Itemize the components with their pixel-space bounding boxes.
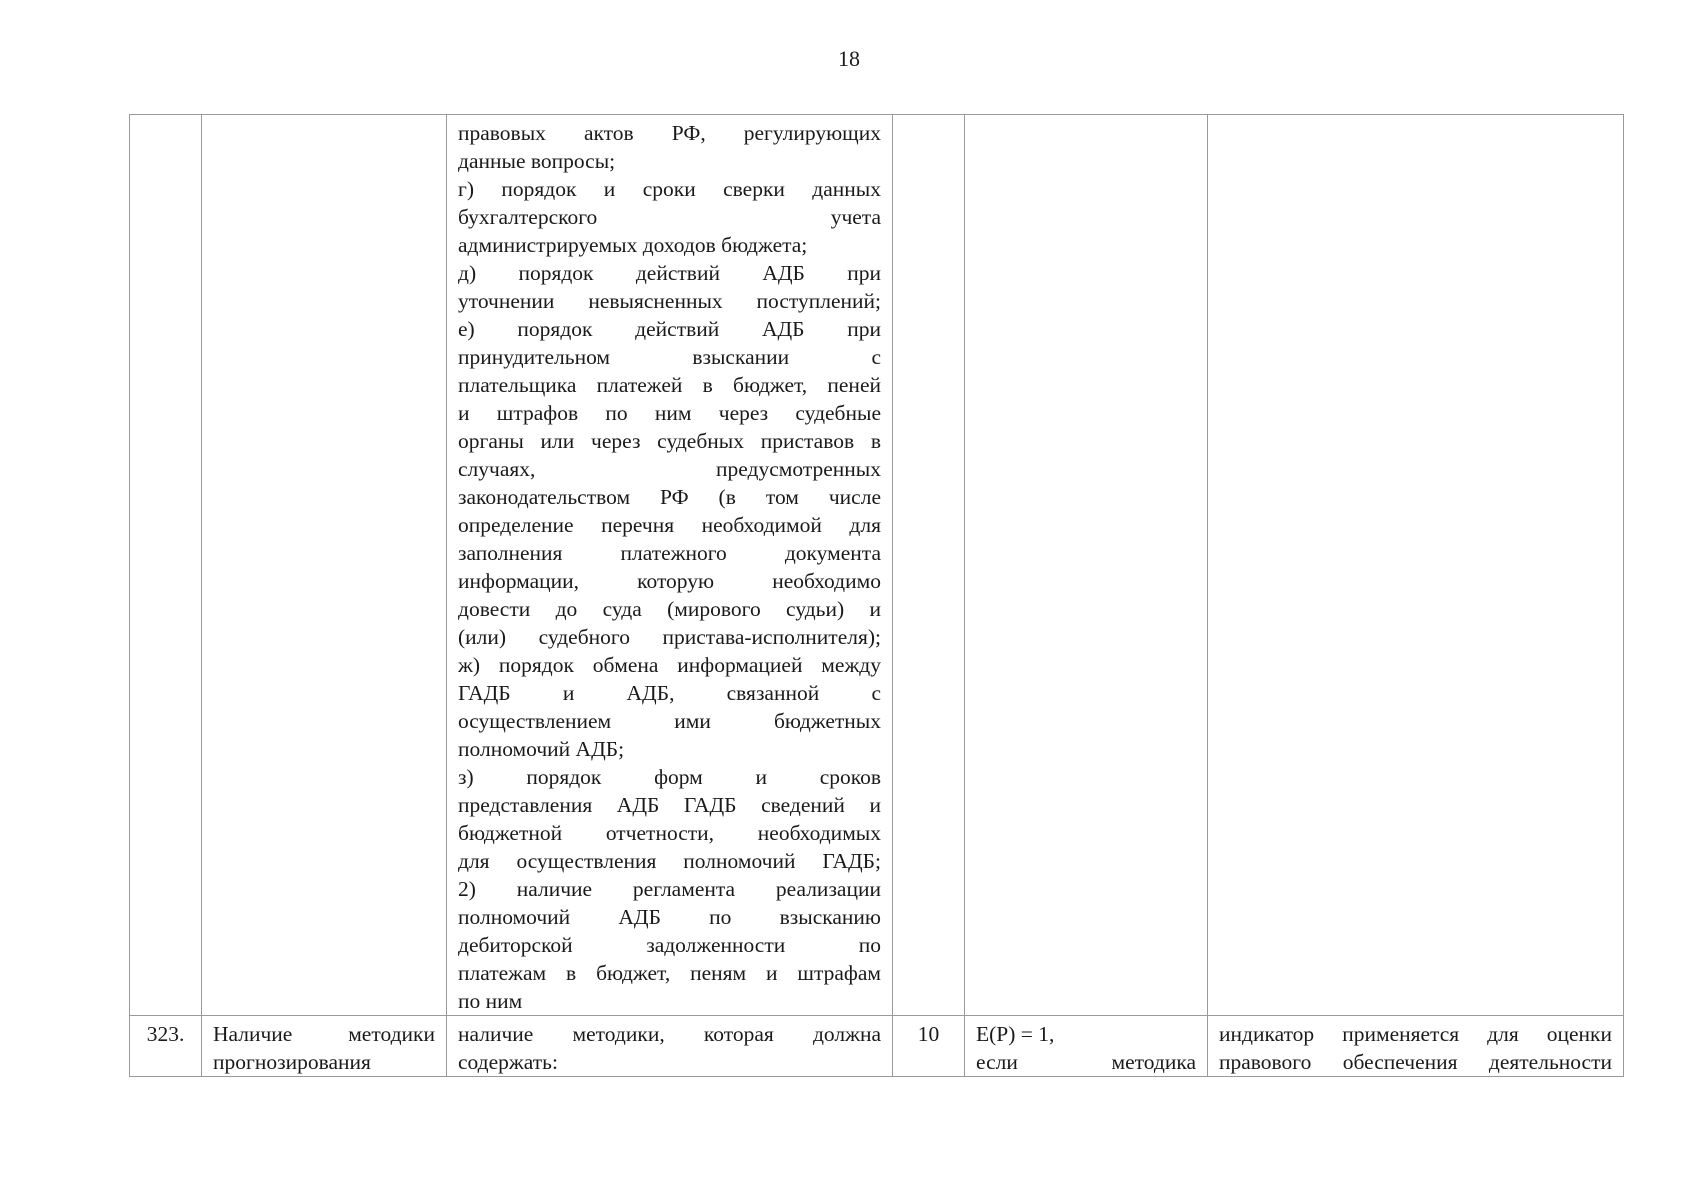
text-line: данные вопросы;	[458, 149, 616, 173]
text-line: по ним	[458, 989, 523, 1013]
text-line: правовых актов РФ, регулирующих	[458, 121, 881, 145]
text-line: содержать:	[458, 1050, 558, 1074]
text-line: для осуществления полномочий ГАДБ;	[458, 849, 881, 873]
text-line: ж) порядок обмена информацией между	[458, 653, 881, 677]
table-row-continued	[130, 115, 1624, 1016]
text-line: з) порядок форм и сроков	[458, 765, 881, 789]
content-text	[458, 119, 881, 1015]
text-line: плательщика платежей в бюджет, пеней	[458, 373, 881, 397]
table-row-323	[130, 1016, 1624, 1077]
text-line: довести до суда (мирового судьи) и	[458, 597, 881, 621]
indicator-name-text	[213, 1020, 435, 1076]
comment-text	[1219, 1020, 1612, 1076]
text-line: Наличие методики	[213, 1022, 435, 1046]
text-line: бюджетной отчетности, необходимых	[458, 821, 881, 845]
text-line: определение перечня необходимой для	[458, 513, 881, 537]
cell-formula	[965, 1016, 1208, 1077]
cell-weight	[893, 1016, 965, 1077]
text-line: дебиторской задолженности по	[458, 933, 881, 957]
text-line: администрируемых доходов бюджета;	[458, 233, 808, 257]
text-line: принудительном взыскании с	[458, 345, 881, 369]
cell-indicator-content	[447, 115, 893, 1016]
cell-indicator-name	[202, 1016, 447, 1077]
text-line: полномочий АДБ по взысканию	[458, 905, 881, 929]
text-line: прогнозирования	[213, 1050, 371, 1074]
text-line: правового обеспечения деятельности	[1219, 1050, 1612, 1074]
text-line: бухгалтерского учета	[458, 205, 881, 229]
text-line: платежам в бюджет, пеням и штрафам	[458, 961, 881, 985]
text-line: 2) наличие регламента реализации	[458, 877, 881, 901]
cell-formula	[965, 115, 1208, 1016]
page-number: 18	[838, 46, 860, 71]
text-line: индикатор применяется для оценки	[1219, 1022, 1612, 1046]
text-line: E(P) = 1,	[976, 1022, 1055, 1046]
text-line: (или) судебного пристава-исполнителя);	[458, 625, 881, 649]
row-number: 323.	[146, 1022, 185, 1046]
text-line: законодательством РФ (в том числе	[458, 485, 881, 509]
text-line: осуществлением ими бюджетных	[458, 709, 881, 733]
content-text	[458, 1020, 881, 1076]
text-line: наличие методики, которая должна	[458, 1022, 881, 1046]
cell-number	[130, 1016, 202, 1077]
text-line: органы или через судебных приставов в	[458, 429, 881, 453]
text-line: г) порядок и сроки сверки данных	[458, 177, 881, 201]
cell-weight	[893, 115, 965, 1016]
text-line: ГАДБ и АДБ, связанной с	[458, 681, 881, 705]
weight-value: 10	[917, 1022, 940, 1046]
text-line: полномочий АДБ;	[458, 737, 625, 761]
indicator-table	[129, 114, 1624, 1077]
cell-indicator-content	[447, 1016, 893, 1077]
text-line: д) порядок действий АДБ при	[458, 261, 881, 285]
text-line: и штрафов по ним через судебные	[458, 401, 881, 425]
cell-comment	[1208, 115, 1624, 1016]
text-line: если методика	[976, 1050, 1196, 1074]
text-line: представления АДБ ГАДБ сведений и	[458, 793, 881, 817]
text-line: заполнения платежного документа	[458, 541, 881, 565]
text-line: е) порядок действий АДБ при	[458, 317, 881, 341]
text-line: информации, которую необходимо	[458, 569, 881, 593]
cell-indicator-name	[202, 115, 447, 1016]
cell-comment	[1208, 1016, 1624, 1077]
cell-number	[130, 115, 202, 1016]
formula-text	[976, 1020, 1196, 1076]
text-line: уточнении невыясненных поступлений;	[458, 289, 881, 313]
text-line: случаях, предусмотренных	[458, 457, 881, 481]
